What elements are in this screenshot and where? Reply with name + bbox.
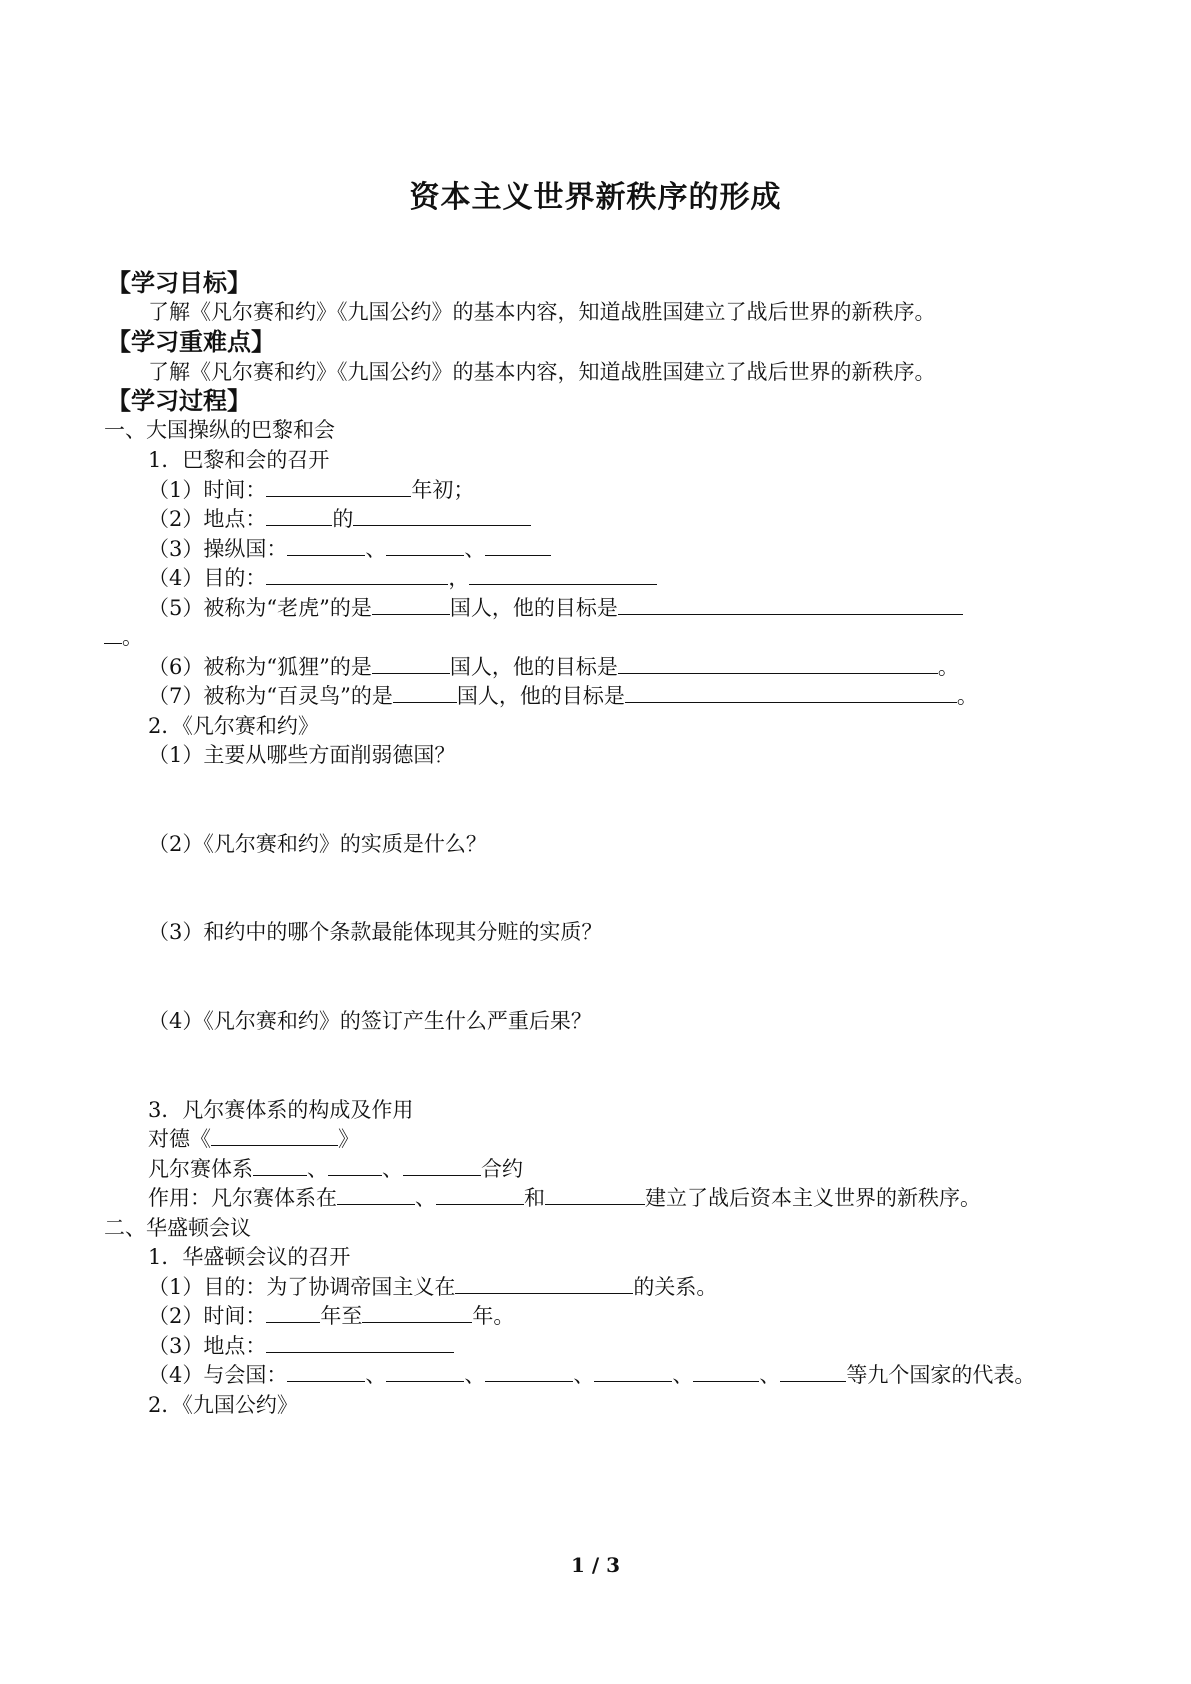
question-controlling-countries: （3）操纵国： 、 、 [148, 533, 551, 565]
blank-participant-1[interactable] [287, 1359, 365, 1382]
blank-participant-5[interactable] [693, 1359, 759, 1382]
subsection-2-1-heading: 1．华盛顿会议的召开 [148, 1245, 351, 1269]
question-tiger-continued: 。 [104, 621, 143, 653]
subsection-1-2-heading: 2．《凡尔赛和约》 [148, 714, 319, 738]
blank-place-venue[interactable] [353, 503, 531, 526]
page-number: 1 / 3 [570, 1553, 621, 1577]
blank-time[interactable] [266, 474, 411, 497]
subsection-1-1-heading: 1．巴黎和会的召开 [148, 448, 330, 472]
document-title: 资本主义世界新秩序的形成 [409, 180, 782, 215]
question-spoils-clause: （3）和约中的哪个条款最能体现其分赃的实质？ [148, 920, 603, 944]
blank-washington-purpose[interactable] [455, 1271, 633, 1294]
blank-treaty-1[interactable] [253, 1153, 307, 1176]
versailles-system-role: 作用：凡尔赛体系在 、 和 建立了战后资本主义世界的新秩序。 [148, 1182, 981, 1214]
question-washington-purpose: （1）目的：为了协调帝国主义在 的关系。 [148, 1271, 717, 1303]
heading-learning-goals: 【学习目标】 [107, 268, 251, 297]
section-2-heading: 二、华盛顿会议 [104, 1216, 251, 1240]
blank-fox-goal[interactable] [618, 651, 938, 674]
question-lark: （7）被称为“百灵鸟”的是 国人，他的目标是 。 [148, 680, 978, 712]
blank-participant-4[interactable] [594, 1359, 672, 1382]
blank-lark-country[interactable] [393, 680, 457, 703]
blank-fox-country[interactable] [372, 651, 450, 674]
question-purpose: （4）目的： ， [148, 562, 657, 594]
question-participants: （4）与会国： 、 、 、 、 、 等九个国家的代表。 [148, 1359, 1035, 1391]
blank-tiger-country[interactable] [372, 592, 450, 615]
blank-participant-3[interactable] [485, 1359, 573, 1382]
blank-treaty-germany[interactable] [211, 1123, 338, 1146]
versailles-system-treaties: 凡尔赛体系 、 、 合约 [148, 1153, 523, 1185]
question-treaty-essence: （2）《凡尔赛和约》的实质是什么？ [148, 832, 487, 856]
blank-start-year[interactable] [266, 1300, 320, 1323]
question-tiger: （5）被称为“老虎”的是 国人，他的目标是 [148, 592, 963, 624]
section-1-heading: 一、大国操纵的巴黎和会 [104, 418, 335, 442]
learning-goals-text: 了解《凡尔赛和约》《九国公约》的基本内容，知道战胜国建立了战后世界的新秩序。 [148, 300, 936, 324]
question-fox: （6）被称为“狐狸”的是 国人，他的目标是 。 [148, 651, 959, 683]
blank-treaty-2[interactable] [328, 1153, 382, 1176]
question-place: （2）地点： 的 [148, 503, 531, 535]
subsection-1-3-heading: 3．凡尔赛体系的构成及作用 [148, 1098, 414, 1122]
question-weaken-germany: （1）主要从哪些方面削弱德国？ [148, 743, 456, 767]
blank-country-1[interactable] [287, 533, 365, 556]
question-time: （1）时间： 年初； [148, 474, 474, 506]
blank-tiger-goal[interactable] [618, 592, 963, 615]
blank-place-city[interactable] [266, 503, 332, 526]
blank-region-3[interactable] [545, 1182, 645, 1205]
blank-region-1[interactable] [337, 1182, 415, 1205]
question-washington-time: （2）时间： 年至 年。 [148, 1300, 514, 1332]
question-washington-place: （3）地点： [148, 1330, 454, 1362]
blank-region-2[interactable] [436, 1182, 524, 1205]
question-consequences: （4）《凡尔赛和约》的签订产生什么严重后果？ [148, 1009, 592, 1033]
blank-country-2[interactable] [386, 533, 464, 556]
heading-learning-process: 【学习过程】 [107, 386, 251, 415]
treaty-with-germany: 对德《 》 [148, 1123, 359, 1155]
blank-country-3[interactable] [485, 533, 551, 556]
blank-participant-2[interactable] [386, 1359, 464, 1382]
blank-washington-place[interactable] [266, 1330, 454, 1353]
subsection-2-2-heading: 2．《九国公约》 [148, 1393, 298, 1417]
blank-tiger-goal-continued[interactable] [104, 621, 122, 644]
heading-key-points: 【学习重难点】 [107, 327, 275, 356]
blank-end-year[interactable] [362, 1300, 472, 1323]
blank-purpose-2[interactable] [469, 562, 657, 585]
blank-lark-goal[interactable] [625, 680, 957, 703]
blank-treaty-3[interactable] [403, 1153, 481, 1176]
blank-purpose-1[interactable] [266, 562, 448, 585]
blank-participant-6[interactable] [780, 1359, 846, 1382]
key-points-text: 了解《凡尔赛和约》《九国公约》的基本内容，知道战胜国建立了战后世界的新秩序。 [148, 360, 936, 384]
